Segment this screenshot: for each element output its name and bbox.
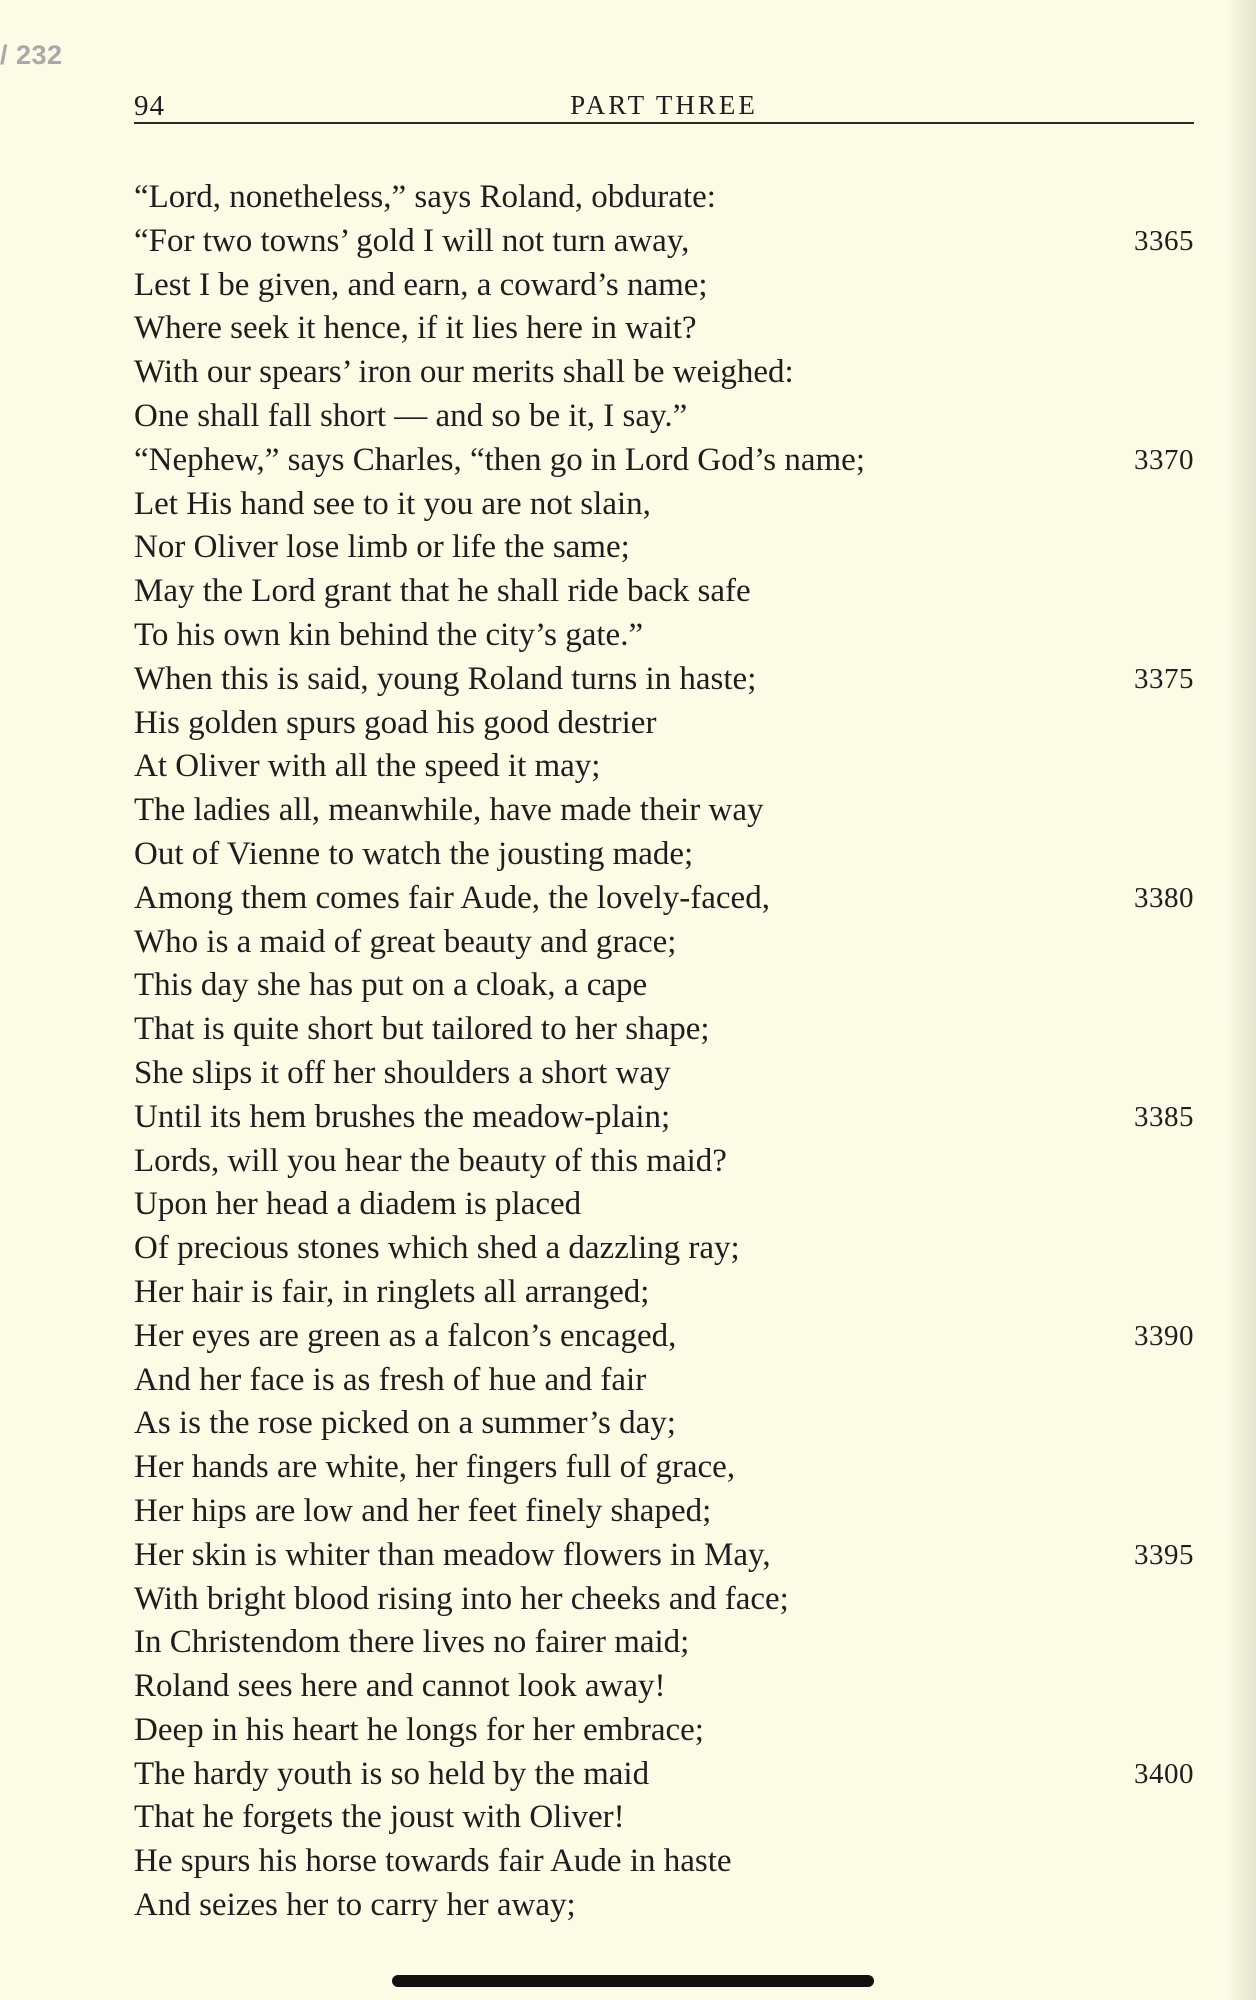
verse-line [134, 833, 1194, 877]
verse-text: His golden spurs goad his good destrier [134, 704, 657, 741]
verse-line [134, 1796, 1194, 1840]
verse-line [134, 395, 1194, 439]
verse-line [134, 658, 1194, 702]
verse-text: She slips it off her shoulders a short way [134, 1054, 671, 1091]
verse-text: Who is a maid of great beauty and grace; [134, 923, 677, 960]
home-indicator[interactable] [392, 1975, 874, 1987]
verse-text: Her eyes are green as a falcon’s encaged, [134, 1317, 677, 1354]
verse-line [134, 964, 1194, 1008]
line-number: 3370 [1134, 443, 1194, 476]
verse-line [134, 1402, 1194, 1446]
verse-line [134, 1359, 1194, 1403]
verse-text: As is the rose picked on a summer’s day; [134, 1405, 676, 1442]
verse-text: And seizes her to carry her away; [134, 1887, 576, 1924]
verse-text: Lest I be given, and earn, a coward’s name; [134, 266, 708, 303]
verse-text: That he forgets the joust with Oliver! [134, 1799, 625, 1836]
verse-text: “Nephew,” says Charles, “then go in Lord God’s name; [134, 441, 865, 478]
verse-text: “Lord, nonetheless,” says Roland, obdurate: [134, 179, 716, 215]
verse-line [134, 614, 1194, 658]
verse-text: With bright blood rising into her cheeks and face; [134, 1580, 789, 1617]
verse-line [134, 1534, 1194, 1578]
verse-text: Among them comes fair Aude, the lovely-faced, [134, 879, 770, 916]
verse-text: “For two towns’ gold I will not turn away, [134, 222, 690, 259]
verse-text: May the Lord grant that he shall ride back safe [134, 573, 751, 610]
verse-text: And her face is as fresh of hue and fair [134, 1361, 647, 1398]
verse-text: Where seek it hence, if it lies here in wait? [134, 310, 697, 347]
verse-line [134, 220, 1194, 264]
verse-line [134, 1490, 1194, 1534]
verse-line [134, 1665, 1194, 1709]
verse-line [134, 1621, 1194, 1665]
verse-line [134, 921, 1194, 965]
verse-text: Her hips are low and her feet finely shaped; [134, 1492, 712, 1529]
line-number: 3390 [1134, 1319, 1194, 1352]
verse-text: Deep in his heart he longs for her embrace; [134, 1711, 704, 1748]
verse-text: The ladies all, meanwhile, have made their way [134, 792, 764, 829]
verse-line [134, 1271, 1194, 1315]
verse-text: Lords, will you hear the beauty of this maid? [134, 1142, 727, 1179]
verse-line [134, 526, 1194, 570]
running-head [134, 84, 1194, 124]
verse-line [134, 351, 1194, 395]
line-number: 3385 [1134, 1100, 1194, 1133]
poem-text [134, 176, 1194, 1928]
verse-text: Nor Oliver lose limb or life the same; [134, 529, 630, 566]
verse-line [134, 1578, 1194, 1622]
verse-text: Out of Vienne to watch the jousting made; [134, 835, 694, 872]
verse-text: Her hair is fair, in ringlets all arranged; [134, 1273, 650, 1310]
verse-line [134, 1753, 1194, 1797]
verse-line [134, 1052, 1194, 1096]
verse-line [134, 702, 1194, 746]
verse-line [134, 1446, 1194, 1490]
part-title: PART THREE [570, 90, 758, 120]
page-counter: / 232 [0, 40, 63, 70]
verse-line [134, 1096, 1194, 1140]
verse-line [134, 1840, 1194, 1884]
verse-text: That is quite short but tailored to her shape; [134, 1011, 710, 1048]
line-number: 3365 [1134, 224, 1194, 257]
verse-text: Let His hand see to it you are not slain, [134, 485, 651, 522]
verse-text: The hardy youth is so held by the maid [134, 1755, 650, 1792]
verse-text: With our spears’ iron our merits shall be weighed: [134, 354, 794, 391]
line-number: 3380 [1134, 881, 1194, 914]
verse-text: To his own kin behind the city’s gate.” [134, 616, 644, 653]
verse-line [134, 307, 1194, 351]
verse-text: Her hands are white, her fingers full of grace, [134, 1449, 736, 1486]
verse-line [134, 877, 1194, 921]
verse-line [134, 483, 1194, 527]
page-edge-shadow [1226, 0, 1256, 2000]
line-number: 3395 [1134, 1538, 1194, 1571]
verse-line [134, 264, 1194, 308]
verse-text: When this is said, young Roland turns in haste; [134, 660, 757, 697]
verse-text: In Christendom there lives no fairer maid; [134, 1624, 690, 1661]
verse-line [134, 439, 1194, 483]
verse-text: Her skin is whiter than meadow flowers in May, [134, 1536, 771, 1573]
verse-line [134, 1709, 1194, 1753]
verse-line [134, 1227, 1194, 1271]
verse-line [134, 1884, 1194, 1928]
line-number: 3400 [1134, 1757, 1194, 1790]
verse-line [134, 1183, 1194, 1227]
verse-line [134, 176, 1194, 220]
verse-line [134, 789, 1194, 833]
verse-line [134, 1008, 1194, 1052]
verse-text: Upon her head a diadem is placed [134, 1186, 582, 1223]
verse-text: At Oliver with all the speed it may; [134, 748, 601, 785]
verse-line [134, 745, 1194, 789]
verse-text: Of precious stones which shed a dazzling ray; [134, 1230, 740, 1267]
verse-text: This day she has put on a cloak, a cape [134, 967, 648, 1004]
verse-text: Roland sees here and cannot look away! [134, 1668, 666, 1705]
page-number: 94 [134, 90, 165, 122]
verse-line [134, 570, 1194, 614]
verse-text: Until its hem brushes the meadow-plain; [134, 1098, 671, 1135]
verse-line [134, 1140, 1194, 1184]
verse-text: One shall fall short — and so be it, I say.” [134, 397, 688, 434]
line-number: 3375 [1134, 662, 1194, 695]
verse-text: He spurs his horse towards fair Aude in haste [134, 1843, 732, 1880]
verse-line [134, 1315, 1194, 1359]
